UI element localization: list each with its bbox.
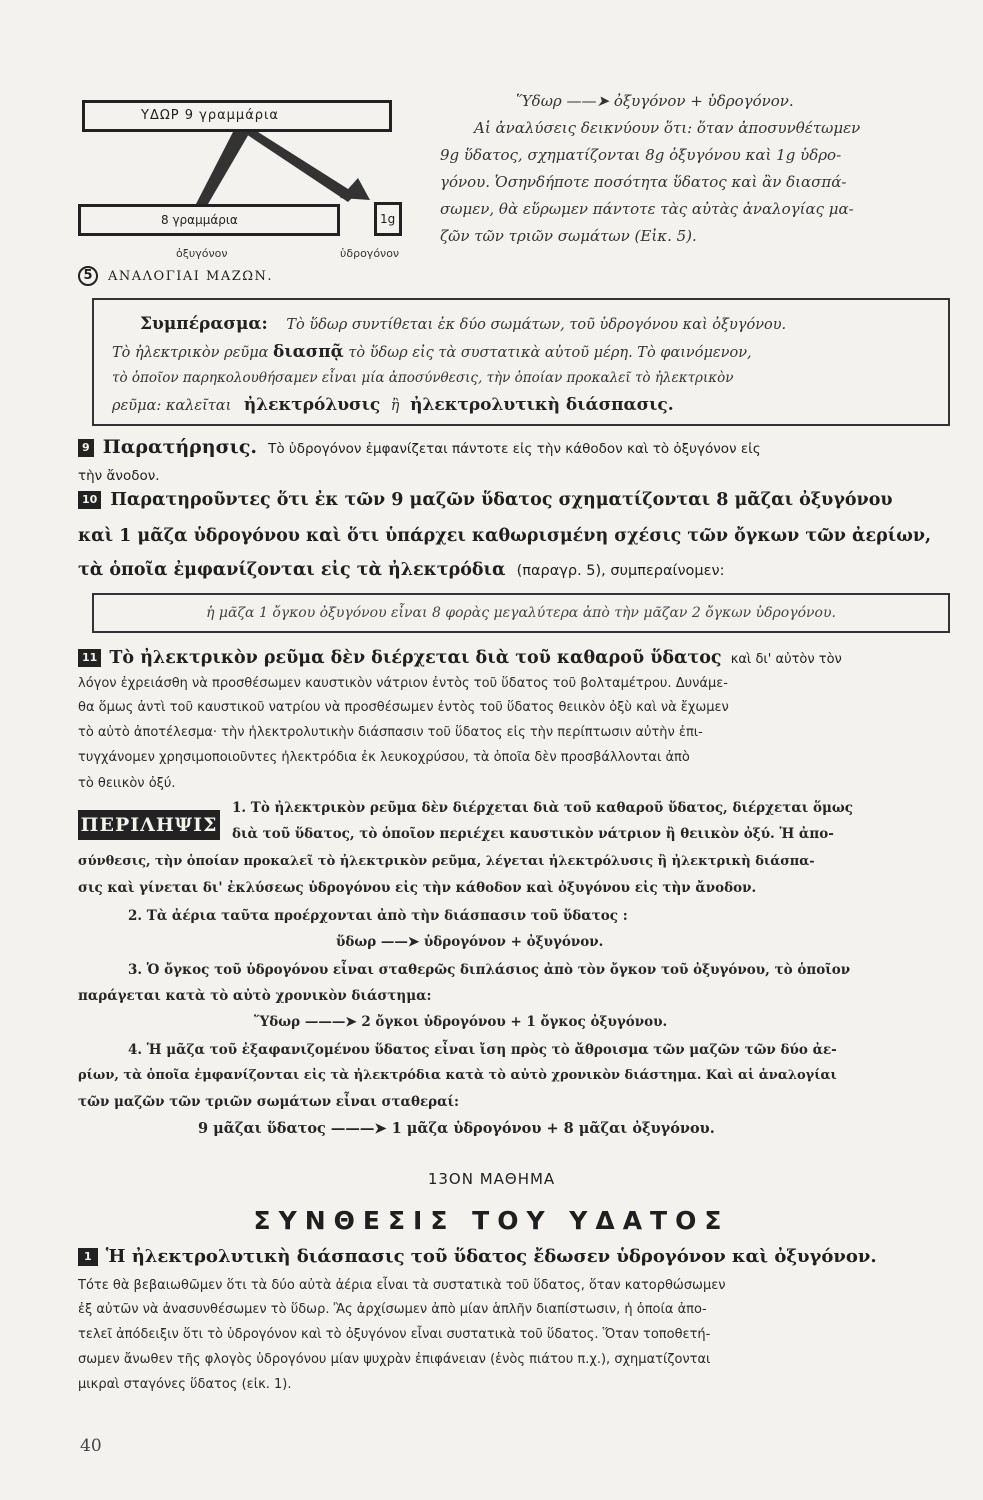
intro-line: σωμεν, θὰ εὕρωμεν πάντοτε τὰς αὐτὰς ἀναλογίας μα- [440,200,854,218]
hydrogen-box [374,202,402,236]
figure-number: 5 [83,268,93,283]
intro-line: Ὕδωρ ——➤ ὀξυγόνον + ὑδρογόνον. [516,92,794,110]
summary-equation: 9 μᾶζαι ὕδατος ———➤ 1 μᾶζα ὑδρογόνου + 8 μᾶζαι ὀξυγόνου. [198,1120,715,1137]
intro-line: γόνου. Ὁσηνδήποτε ποσότητα ὕδατος καὶ ἂν διασπά- [440,173,847,191]
oxygen-box [78,204,340,236]
paragraph-number-badge: 11 [78,649,101,667]
paragraph-line: Τότε θὰ βεβαιωθῶμεν ὅτι τὰ δύο αὐτὰ ἀέρια εἶναι τὰ συστατικὰ τοῦ ὕδατος, ὅταν κατορθώσωμεν [78,1278,726,1293]
summary-line: 4. Ἡ μᾶζα τοῦ ἐξαφανιζομένου ὕδατος εἶναι ἴση πρὸς τὸ ἄθροισμα τῶν μαζῶν τῶν δύο ἀε- [128,1042,837,1058]
paragraph-9 [78,436,761,458]
paragraph-1 [78,1246,877,1267]
paragraph-line: ἐξ αὐτῶν νὰ ἀνασυνθέσωμεν τὸ ὕδωρ. Ἂς ἀρχίσωμεν ἀπὸ μίαν ἁπλῆν διαπίστωσιν, ἡ ὁποία ἀπο- [78,1302,707,1317]
summary-line: σύνθεσις, τὴν ὁποίαν προκαλεῖ τὸ ἠλεκτρικὸν ρεῦμα, λέγεται ἠλεκτρόλυσις ἢ ἠλεκτρικὴ διάσπα- [78,854,815,869]
conclusion-line: τὸ ὁποῖον παρηκολουθήσαμεν εἶναι μία ἀποσύνθεσις, τὴν ὁποίαν προκαλεῖ τὸ ἠλεκτρικὸν [112,370,734,386]
lesson-number: 13ΟΝ ΜΑΘΗΜΑ [427,1170,556,1188]
intro-line: ζῶν τῶν τριῶν σωμάτων (Εἰκ. 5). [440,227,697,245]
paragraph-line: μικραὶ σταγόνες ὕδατος (εἰκ. 1). [78,1377,292,1392]
paragraph-text: τὴν ἄνοδον. [78,468,160,484]
summary-line: τῶν μαζῶν τῶν τριῶν σωμάτων εἶναι σταθεραί: [78,1094,460,1110]
paragraph-number-badge: 10 [78,491,101,509]
oxygen-caption: ὀξυγόνον [176,247,228,260]
paragraph-line: τυγχάνομεν χρησιμοποιοῦντες ἠλεκτρόδια ἐκ λευκοχρύσου, τὰ ὁποῖα δὲν προσβάλλονται ἀπὸ [78,750,690,765]
summary-equation: ὕδωρ ——➤ ὑδρογόνον + ὀξυγόνον. [336,934,604,950]
mass-ratio-statement: ἡ μᾶζα 1 ὄγκου ὀξυγόνου εἶναι 8 φορὰς μεγαλύτερα ἀπὸ τὴν μᾶζαν 2 ὄγκων ὑδρογόνου. [206,605,836,621]
summary-equation: Ὕδωρ ———➤ 2 ὄγκοι ὑδρογόνου + 1 ὄγκος ὀξυγόνου. [254,1014,668,1030]
paragraph-line: τὸ αὐτὸ ἀποτέλεσμα· τὴν ἠλεκτρολυτικὴν διάσπασιν τοῦ ὕδατος εἰς τὴν περίπτωσιν αὐτὴν ἐπι- [78,725,703,740]
intro-line: 9g ὕδατος, σχηματίζονται 8g ὀξυγόνου καὶ 1g ὑδρο- [440,146,842,164]
summary-line: 1. Τὸ ἠλεκτρικὸν ρεῦμα δὲν διέρχεται διὰ τοῦ καθαροῦ ὕδατος, διέρχεται ὅμως [232,800,853,816]
conclusion-keyword: ἠλεκτρόλυσις [243,395,381,415]
conclusion-line: Τὸ ἠλεκτρικὸν ρεῦμα [112,345,269,361]
paragraph-number-badge: 1 [78,1248,98,1266]
paragraph-title: Τὸ ἠλεκτρικὸν ρεῦμα δὲν διέρχεται διὰ τοῦ καθαροῦ ὕδατος [109,648,722,668]
conclusion-keyword: διασπᾷ [273,342,344,362]
summary-line: διὰ τοῦ ὕδατος, τὸ ὁποῖον περιέχει καυστικὸν νάτριον ἢ θειικὸν ὀξύ. Ἡ ἀπο- [232,826,834,842]
conclusion-line: Τὸ ὕδωρ συντίθεται ἐκ δύο σωμάτων, τοῦ ὑδρογόνου καὶ ὀξυγόνου. [286,317,787,333]
paragraph-line: λόγον ἐχρειάσθη νὰ προσθέσωμεν καυστικὸν νάτριον ἐντὸς τοῦ ὕδατος τοῦ βολταμέτρου. Δυνάμε- [78,676,728,691]
paragraph-number-badge: 9 [78,439,94,457]
figure-number-circle [78,266,98,286]
summary-line: σις καὶ γίνεται δι' ἐκλύσεως ὑδρογόνου εἰς τὴν κάθοδον καὶ ὀξυγόνου εἰς τὴν ἄνοδον. [78,880,757,896]
conclusion-line: ρεῦμα: καλεῖται [112,398,232,414]
paragraph-11 [78,648,842,668]
lesson-title: ΣΥΝΘΕΣΙΣ ΤΟΥ ΥΔΑΤΟΣ [253,1206,730,1235]
figure-caption: ΑΝΑΛΟΓΙΑΙ ΜΑΖΩΝ. [108,269,274,284]
paragraph-text: καὶ δι' αὐτὸν τὸν [730,652,842,667]
paragraph-line: Παρατηροῦντες ὅτι ἐκ τῶν 9 μαζῶν ὕδατος σχηματίζονται 8 μᾶζαι ὀξυγόνου [110,490,893,510]
paragraph-line: τὸ θειικὸν ὀξύ. [78,776,176,791]
summary-badge: ΠΕΡΙΛΗΨΙΣ [78,810,220,840]
conclusion-line: ἢ [390,398,400,414]
hydrogen-box-label: 1g [380,212,396,226]
paragraph-line: τὰ ὁποῖα ἐμφανίζονται εἰς τὰ ἠλεκτρόδια [78,560,506,580]
conclusion-box [92,298,950,426]
mass-ratio-box [92,593,950,633]
conclusion-label: Συμπέρασμα: [140,314,268,334]
water-box-label: ΥΔΩΡ 9 γραμμάρια [141,108,279,123]
paragraph-line: καὶ 1 μᾶζα ὑδρογόνου καὶ ὅτι ὑπάρχει καθωρισμένη σχέσις τῶν ὄγκων τῶν ἀερίων, [78,526,932,546]
summary-line: παράγεται κατὰ τὸ αὐτὸ χρονικὸν διάστημα: [78,988,432,1004]
paragraph-text: Τὸ ὑδρογόνον ἐμφανίζεται πάντοτε εἰς τὴν κάθοδον καὶ τὸ ὀξυγόνον εἰς [268,441,761,457]
conclusion-line: τὸ ὕδωρ εἰς τὰ συστατικὰ αὐτοῦ μέρη. Τὸ φαινόμενον, [348,345,752,361]
paragraph-title: Ἡ ἠλεκτρολυτικὴ διάσπασις τοῦ ὕδατος ἔδωσεν ὑδρογόνον καὶ ὀξυγόνον. [105,1246,877,1267]
paragraph-line: τελεῖ ἀπόδειξιν ὅτι τὸ ὑδρογόνον καὶ τὸ ὀξυγόνον εἶναι συστατικὰ τοῦ ὕδατος. Ὅταν τοποθετή- [78,1327,711,1342]
hydrogen-caption: ὑδρογόνον [340,247,400,260]
summary-line: 2. Τὰ ἀέρια ταῦτα προέρχονται ἀπὸ τὴν διάσπασιν τοῦ ὕδατος : [128,908,628,924]
paragraph-10 [78,490,893,510]
paragraph-text: (παραγρ. 5), συμπεραίνομεν: [516,563,725,579]
conclusion-keyword: ἠλεκτρολυτικὴ διάσπασις. [410,395,674,415]
paragraph-line: θα ὅμως ἀντὶ τοῦ καυστικοῦ νατρίου νὰ προσθέσωμεν ἐντὸς τοῦ ὕδατος θειικὸν ὀξὺ καὶ νὰ ἔχωμεν [78,700,729,715]
page-number: 40 [80,1436,102,1456]
split-arrows-icon [78,92,418,292]
intro-line: Αἱ ἀναλύσεις δεικνύουν ὅτι: ὅταν ἀποσυνθέτωμεν [474,119,861,137]
oxygen-box-label: 8 γραμμάρια [161,213,238,227]
paragraph-line: σωμεν ἄνωθεν τῆς φλογὸς ὑδρογόνου μίαν ψυχρὰν ἐπιφάνειαν (ἑνὸς πιάτου π.χ.), σχηματίζονται [78,1352,711,1367]
summary-line: ρίων, τὰ ὁποῖα ἐμφανίζονται εἰς τὰ ἠλεκτρόδια κατὰ τὸ αὐτὸ χρονικὸν διάστημα. Καὶ αἱ ἀναλογίαι [78,1068,837,1083]
summary-line: 3. Ὁ ὄγκος τοῦ ὑδρογόνου εἶναι σταθερῶς διπλάσιος ἀπὸ τὸν ὄγκον τοῦ ὀξυγόνου, τὸ ὁποῖον [128,962,851,978]
paragraph-title: Παρατήρησις. [102,436,258,458]
figure-mass-ratios [78,92,418,292]
